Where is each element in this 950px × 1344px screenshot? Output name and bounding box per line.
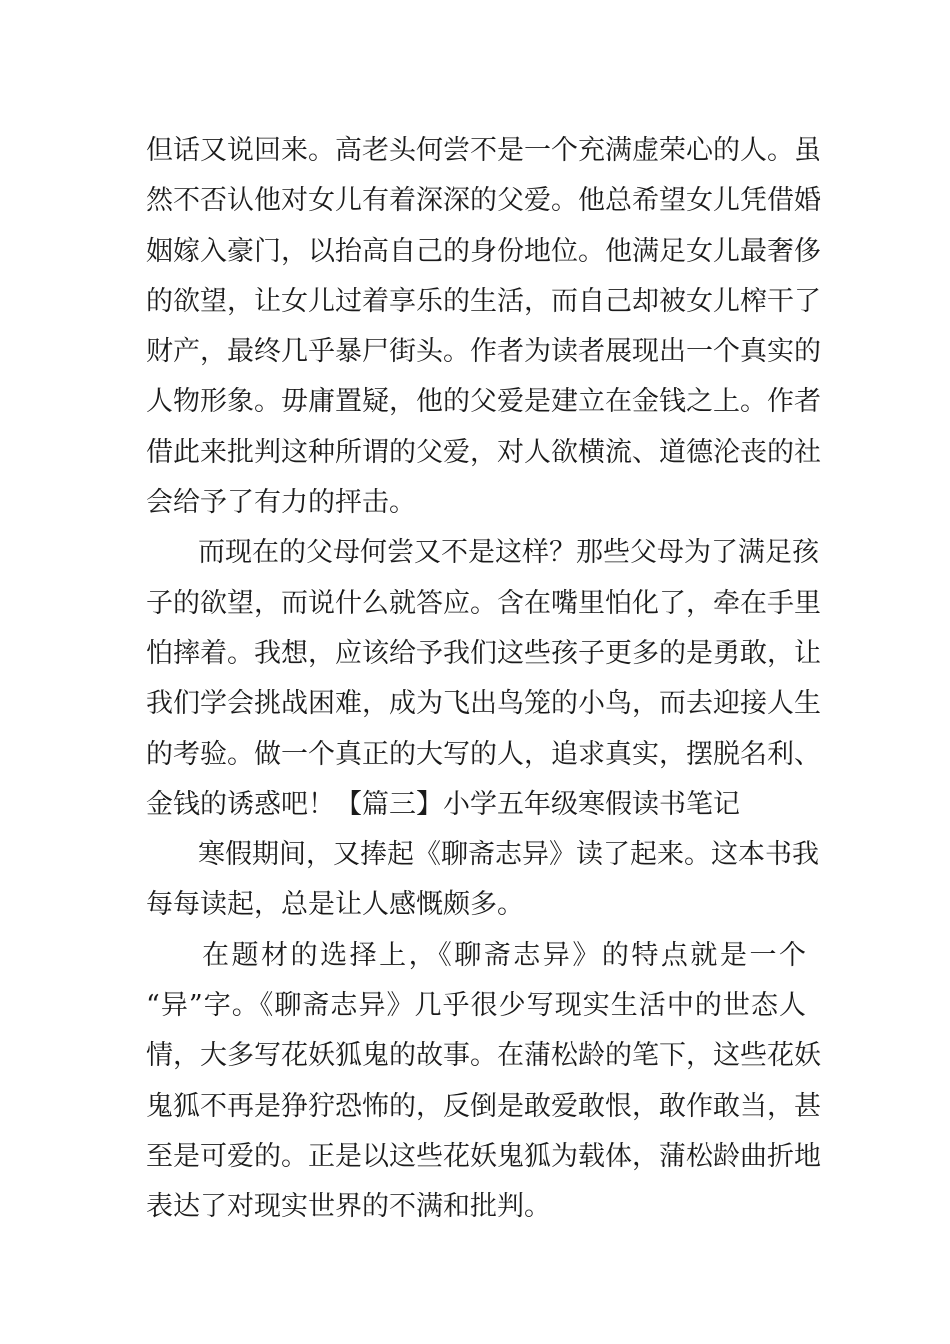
text-line: 表达了对现实世界的不满和批判。 [146,1191,551,1223]
text-line: 然不否认他对女儿有着深深的父爱。他总希望女儿凭借婚 [146,185,821,217]
text-line: “异”字。《聊斋志异》几乎很少写现实生活中的世态人 [146,990,806,1022]
text-line: 借此来批判这种所谓的父爱，对人欲横流、道德沦丧的社 [146,436,821,468]
text-line: 鬼狐不再是狰狞恐怖的，反倒是敢爱敢恨，敢作敢当，甚 [146,1090,821,1122]
text-line: 每每读起，总是让人感慨颇多。 [146,889,524,921]
text-line: 子的欲望，而说什么就答应。含在嘴里怕化了，牵在手里 [146,587,821,619]
text-line: 至是可爱的。正是以这些花妖鬼狐为载体，蒲松龄曲折地 [146,1140,821,1172]
text-line: 在题材的选择上，《聊斋志异》的特点就是一个 [202,939,806,971]
text-line: 财产，最终几乎暴尸街头。作者为读者展现出一个真实的 [146,336,821,368]
text-line: 的考验。做一个真正的大写的人，追求真实，摆脱名利、 [146,738,821,770]
text-line: 的欲望，让女儿过着享乐的生活，而自己却被女儿榨干了 [146,285,821,317]
text-line: 而现在的父母何尝又不是这样？那些父母为了满足孩 [198,537,819,569]
text-line: 寒假期间，又捧起《聊斋志异》读了起来。这本书我 [198,839,819,871]
text-line: 会给予了有力的抨击。 [146,487,416,519]
body-text [146,126,821,1233]
text-line: 人物形象。毋庸置疑，他的父爱是建立在金钱之上。作者 [146,386,821,418]
text-line: 我们学会挑战困难，成为飞出鸟笼的小鸟，而去迎接人生 [146,688,821,720]
text-line: 但话又说回来。高老头何尝不是一个充满虚荣心的人。虽 [146,135,821,166]
text-line: 怕摔着。我想，应该给予我们这些孩子更多的是勇敢，让 [146,637,821,669]
text-line: 姻嫁入豪门，以抬高自己的身份地位。他满足女儿最奢侈 [146,235,821,267]
text-line: 情，大多写花妖狐鬼的故事。在蒲松龄的笔下，这些花妖 [146,1040,821,1072]
text-line: 金钱的诱惑吧！【篇三】小学五年级寒假读书笔记 [146,788,740,820]
